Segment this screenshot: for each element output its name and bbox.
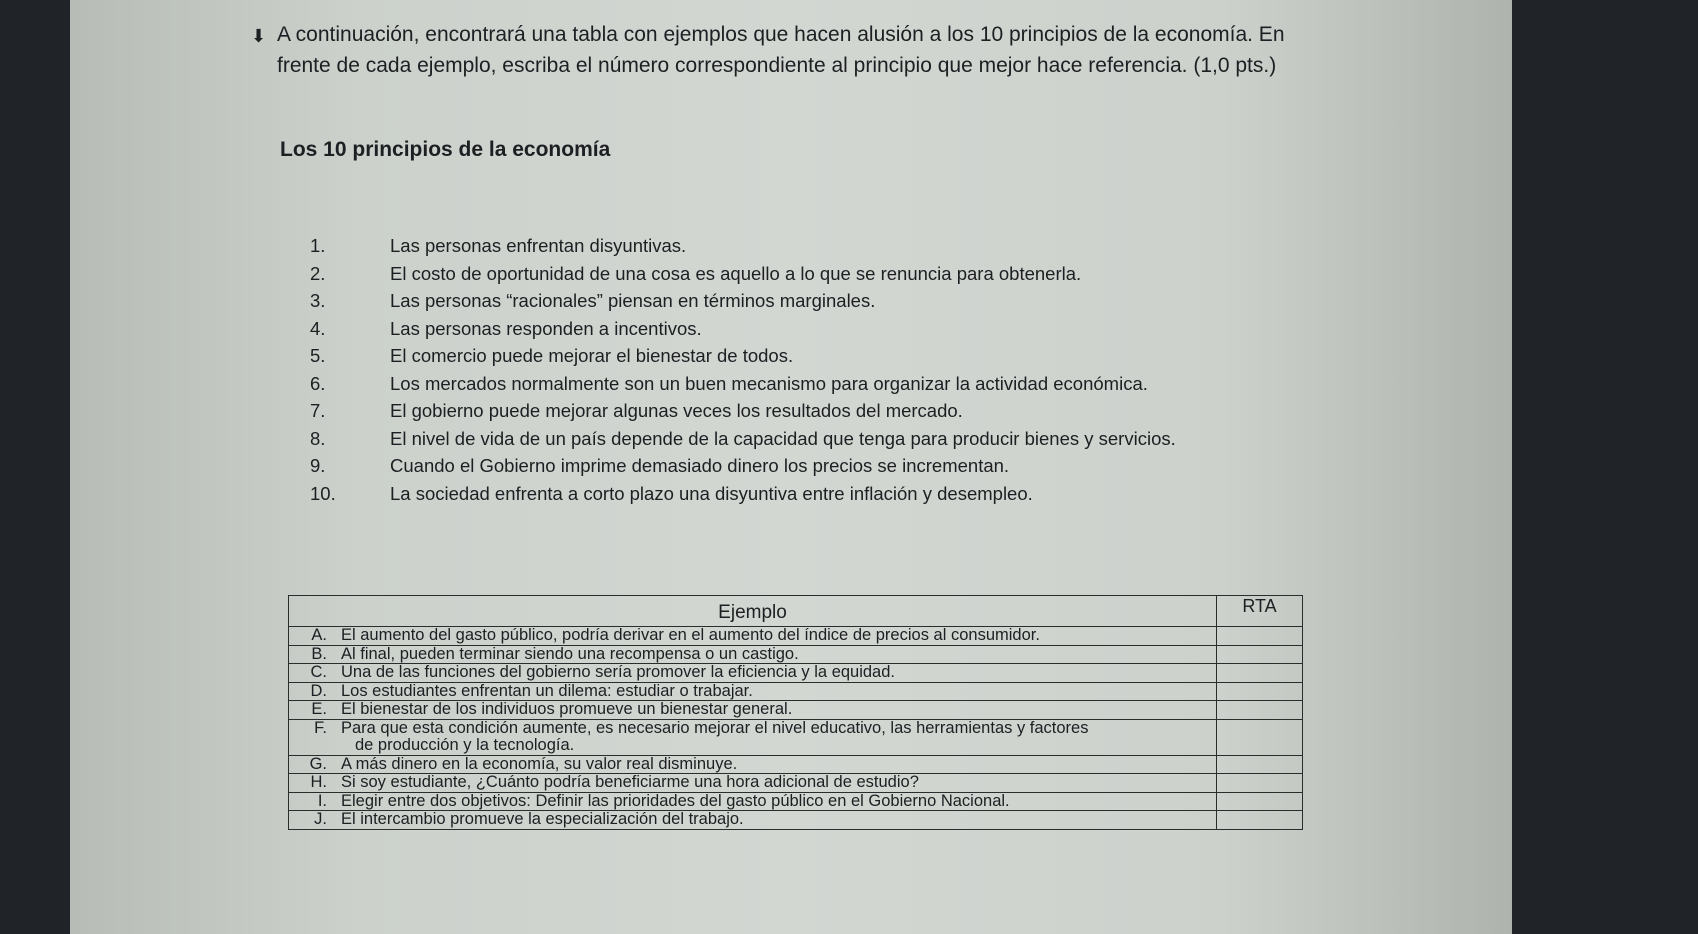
- example-text: Al final, pueden terminar siendo una recompensa o un castigo.: [341, 645, 799, 663]
- table-row: [289, 792, 1303, 811]
- instructions: [251, 20, 1397, 80]
- principle-text: El gobierno puede mejorar algunas veces los resultados del mercado.: [390, 400, 963, 421]
- example-letter: F.: [314, 719, 327, 737]
- example-letter: I.: [317, 792, 327, 810]
- example-text: El bienestar de los individuos promueve un bienestar general.: [341, 700, 793, 718]
- principles-heading: Los 10 principios de la economía: [280, 138, 611, 161]
- example-text: A más dinero en la economía, su valor real disminuye.: [341, 755, 738, 773]
- principle-item: [310, 315, 1410, 343]
- example-text: Elegir entre dos objetivos: Definir las prioridades del gasto público en el Gobierno Nacional.: [341, 792, 1010, 810]
- example-cell: [289, 682, 1217, 701]
- example-letter: C.: [310, 663, 327, 681]
- principle-item: [310, 287, 1410, 315]
- principle-text: El costo de oportunidad de una cosa es aquello a lo que se renuncia para obtenerla.: [390, 262, 1082, 284]
- answer-cell[interactable]: [1217, 682, 1303, 701]
- example-cell: [289, 792, 1217, 811]
- example-letter: E.: [311, 700, 327, 718]
- principle-number: 5.: [310, 345, 326, 366]
- principle-text: El nivel de vida de un país depende de la capacidad que tenga para producir bienes y servicios.: [390, 427, 1176, 449]
- example-text: Si soy estudiante, ¿Cuánto podría beneficiarme una hora adicional de estudio?: [341, 773, 919, 791]
- answer-cell[interactable]: [1217, 627, 1303, 646]
- table-row: [289, 664, 1303, 683]
- example-letter: H.: [310, 773, 327, 791]
- answer-cell[interactable]: [1217, 811, 1303, 830]
- example-cell: [289, 701, 1217, 720]
- header-answer: RTA: [1217, 596, 1303, 627]
- example-letter: B.: [311, 645, 327, 663]
- answer-cell[interactable]: [1217, 664, 1303, 683]
- table-row: [289, 719, 1303, 755]
- principle-text: Los mercados normalmente son un buen mecanismo para organizar la actividad económica.: [390, 372, 1148, 394]
- example-text: El intercambio promueve la especialización del trabajo.: [341, 810, 744, 828]
- example-letter: J.: [314, 810, 327, 828]
- principle-item: [310, 232, 1410, 260]
- principle-text: Cuando el Gobierno imprime demasiado dinero los precios se incrementan.: [390, 455, 1010, 476]
- answer-cell[interactable]: [1217, 755, 1303, 774]
- table-row: [289, 627, 1303, 646]
- example-text: Para que esta condición aumente, es necesario mejorar el nivel educativo, las herramientas y factores: [341, 719, 1089, 737]
- principle-text: Las personas enfrentan disyuntivas.: [390, 235, 687, 256]
- table-row: [289, 755, 1303, 774]
- instructions-line-2: frente de cada ejemplo, escriba el número correspondiente al principio que mejor hace referencia. (1,0 pts.): [277, 54, 1277, 77]
- principle-number: 6.: [310, 372, 326, 394]
- principle-item: [310, 342, 1410, 370]
- principles-list: [310, 232, 1410, 507]
- principle-number: 4.: [310, 317, 326, 339]
- example-letter: A.: [311, 626, 327, 644]
- answer-cell[interactable]: [1217, 719, 1303, 755]
- principle-number: 1.: [310, 235, 326, 256]
- table-row: [289, 774, 1303, 793]
- example-cell: [289, 719, 1217, 755]
- principle-item: [310, 452, 1410, 480]
- table-row: [289, 701, 1303, 720]
- example-text: Una de las funciones del gobierno sería promover la eficiencia y la equidad.: [341, 663, 895, 681]
- example-text: El aumento del gasto público, podría derivar en el aumento del índice de precios al consumidor.: [341, 626, 1040, 644]
- principle-item: [310, 425, 1410, 453]
- example-letter: G.: [309, 755, 327, 773]
- principle-text: La sociedad enfrenta a corto plazo una disyuntiva entre inflación y desempleo.: [390, 482, 1033, 504]
- table-row: [289, 645, 1303, 664]
- principle-item: [310, 260, 1410, 288]
- principle-item: [310, 397, 1410, 425]
- header-example: Ejemplo: [289, 596, 1217, 627]
- example-cell: [289, 645, 1217, 664]
- worksheet-page: [70, 0, 1512, 934]
- principle-number: 8.: [310, 427, 326, 449]
- table-row: [289, 682, 1303, 701]
- principle-text: Las personas “racionales” piensan en términos marginales.: [390, 290, 876, 311]
- principle-text: Las personas responden a incentivos.: [390, 317, 702, 339]
- answer-cell[interactable]: [1217, 701, 1303, 720]
- arrow-bullet-icon: ⬇: [251, 26, 267, 46]
- example-text-continued: de producción y la tecnología.: [355, 736, 575, 754]
- principle-text: El comercio puede mejorar el bienestar de todos.: [390, 345, 794, 366]
- answer-cell[interactable]: [1217, 645, 1303, 664]
- example-cell: [289, 774, 1217, 793]
- instructions-line-1: A continuación, encontrará una tabla con ejemplos que hacen alusión a los 10 principios de la economía. En: [277, 23, 1285, 46]
- principle-number: 7.: [310, 400, 326, 421]
- principle-number: 10.: [310, 482, 336, 504]
- example-cell: [289, 664, 1217, 683]
- examples-table: [288, 595, 1303, 830]
- answer-cell[interactable]: [1217, 774, 1303, 793]
- example-cell: [289, 627, 1217, 646]
- table-header-row: [289, 596, 1303, 627]
- example-cell: [289, 811, 1217, 830]
- principle-item: [310, 370, 1410, 398]
- example-text: Los estudiantes enfrentan un dilema: estudiar o trabajar.: [341, 682, 753, 700]
- answer-cell[interactable]: [1217, 792, 1303, 811]
- principle-number: 2.: [310, 262, 326, 284]
- principle-number: 3.: [310, 290, 326, 311]
- example-letter: D.: [310, 682, 327, 700]
- principle-number: 9.: [310, 455, 326, 476]
- principle-item: [310, 480, 1410, 508]
- table-row: [289, 811, 1303, 830]
- example-cell: [289, 755, 1217, 774]
